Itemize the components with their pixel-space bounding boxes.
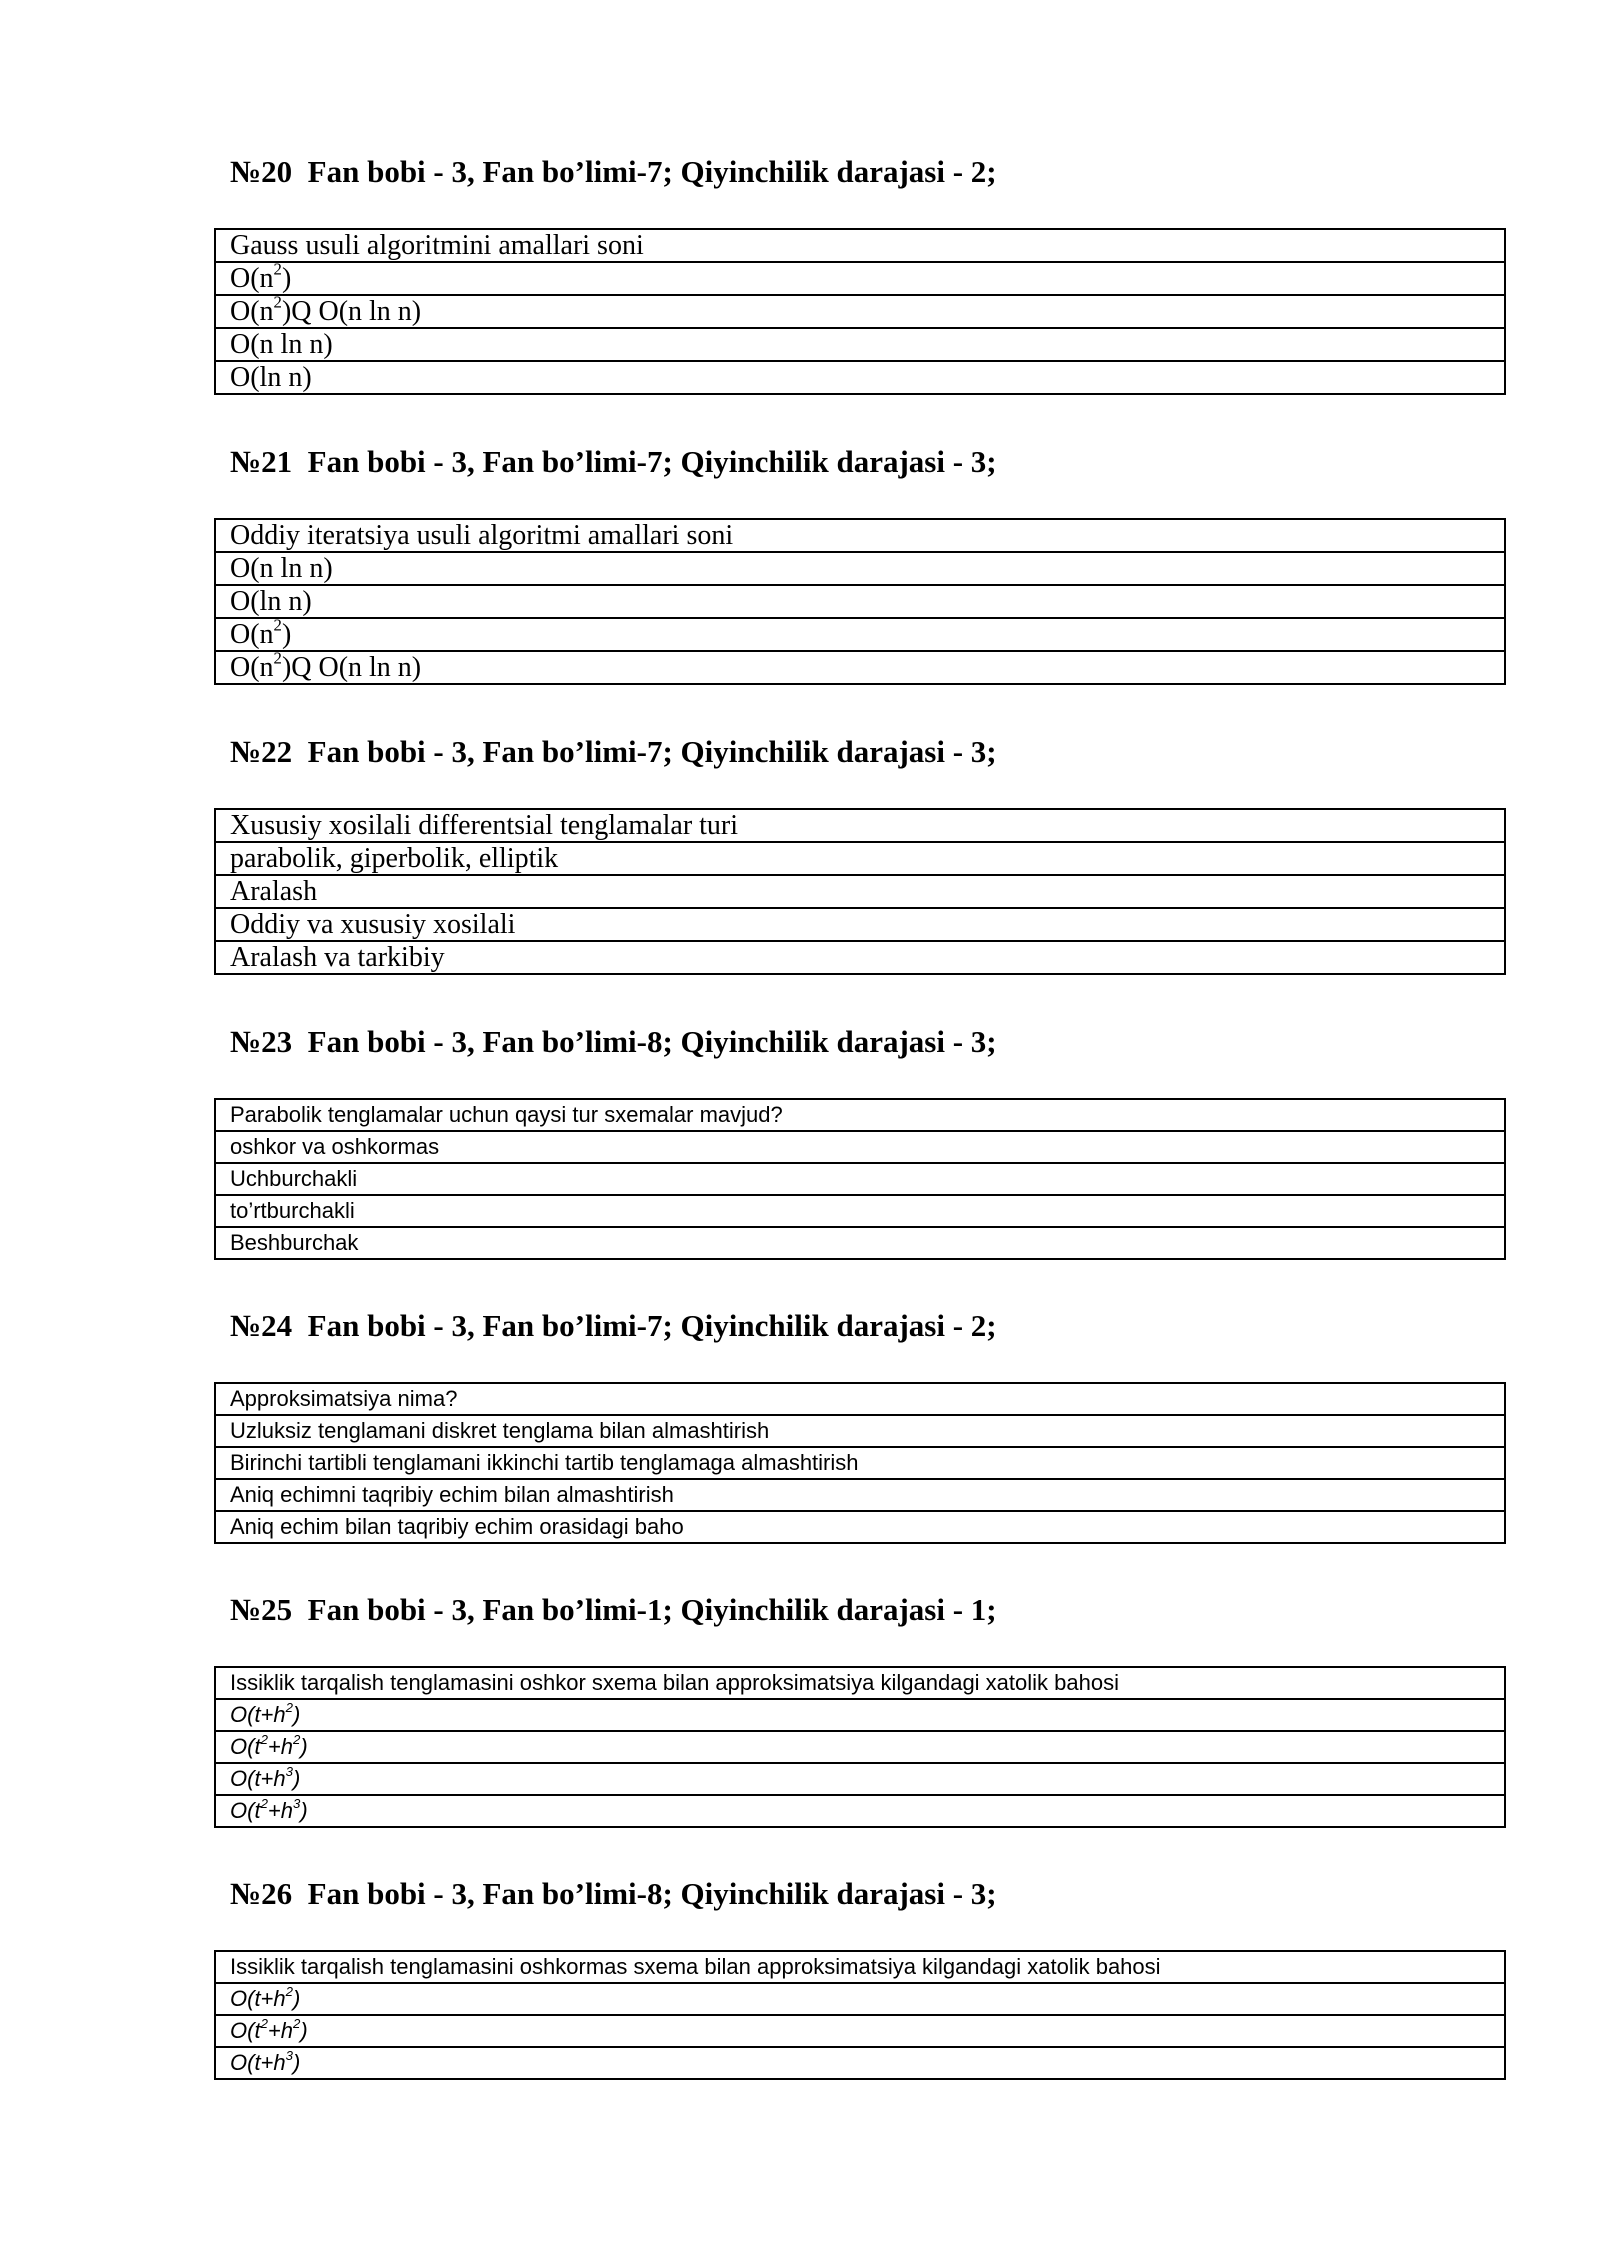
answer-option-row bbox=[215, 1699, 1505, 1731]
answer-option-text: Uzluksiz tenglamani diskret tenglama bilan almashtirish bbox=[215, 1415, 1505, 1447]
answer-option-row bbox=[215, 1763, 1505, 1795]
question-heading: №21 Fan bobi - 3, Fan bo’limi-7; Qiyinchilik darajasi - 3; bbox=[230, 444, 997, 479]
question-table bbox=[214, 228, 1506, 395]
question-text: Xususiy xosilali differentsial tenglamalar turi bbox=[215, 809, 1505, 842]
answer-option-row bbox=[215, 361, 1505, 394]
answer-option-text: $O(t+h^3)$ bbox=[215, 1763, 1505, 1795]
question-block bbox=[214, 1590, 1506, 1823]
question-block bbox=[214, 152, 1506, 393]
answer-option-row bbox=[215, 1131, 1505, 1163]
question-text: Approksimatsiya nima? bbox=[215, 1383, 1505, 1415]
question-block bbox=[214, 1022, 1506, 1255]
answer-option-text: $O(t^2+h^3)$ bbox=[215, 1795, 1505, 1827]
answer-option-row bbox=[215, 1511, 1505, 1543]
question-table bbox=[214, 1098, 1506, 1260]
answer-option-text: Aniq echim bilan taqribiy echim orasidagi baho bbox=[215, 1511, 1505, 1543]
question-text: Parabolik tenglamalar uchun qaysi tur sxemalar mavjud? bbox=[215, 1099, 1505, 1131]
answer-option-text: $O(t+h^2)$ bbox=[215, 1983, 1505, 2015]
answer-option-row bbox=[215, 328, 1505, 361]
question-row bbox=[215, 229, 1505, 262]
answer-option-text: $O(t+h^3)$ bbox=[215, 2047, 1505, 2079]
answer-option-text: $O(n^2)$ bbox=[215, 618, 1505, 651]
question-heading: №26 Fan bobi - 3, Fan bo’limi-8; Qiyinchilik darajasi - 3; bbox=[230, 1876, 997, 1911]
answer-option-text: Uchburchakli bbox=[215, 1163, 1505, 1195]
answer-option-text: $O(t^2+h^2)$ bbox=[215, 2015, 1505, 2047]
answer-option-row bbox=[215, 651, 1505, 684]
answer-option-text: O(ln n) bbox=[215, 361, 1505, 394]
question-row bbox=[215, 1667, 1505, 1699]
answer-option-row bbox=[215, 618, 1505, 651]
question-heading: №23 Fan bobi - 3, Fan bo’limi-8; Qiyinchilik darajasi - 3; bbox=[230, 1024, 997, 1059]
question-row bbox=[215, 1383, 1505, 1415]
answer-option-row bbox=[215, 1731, 1505, 1763]
question-block bbox=[214, 442, 1506, 683]
answer-option-row bbox=[215, 2015, 1505, 2047]
answer-option-text: $O(n^2)Q$ O(n ln n) bbox=[215, 651, 1505, 684]
answer-option-text: Aralash bbox=[215, 875, 1505, 908]
answer-option-row bbox=[215, 1163, 1505, 1195]
answer-option-text: Aniq echimni taqribiy echim bilan almashtirish bbox=[215, 1479, 1505, 1511]
question-row bbox=[215, 1099, 1505, 1131]
question-heading: №20 Fan bobi - 3, Fan bo’limi-7; Qiyinchilik darajasi - 2; bbox=[230, 154, 997, 189]
answer-option-text: $O(n^2)$ bbox=[215, 262, 1505, 295]
answer-option-text: Oddiy va xususiy xosilali bbox=[215, 908, 1505, 941]
answer-option-row bbox=[215, 295, 1505, 328]
answer-option-row bbox=[215, 1795, 1505, 1827]
answer-option-text: Beshburchak bbox=[215, 1227, 1505, 1259]
answer-option-text: to’rtburchakli bbox=[215, 1195, 1505, 1227]
question-heading: №25 Fan bobi - 3, Fan bo’limi-1; Qiyinchilik darajasi - 1; bbox=[230, 1592, 997, 1627]
question-table bbox=[214, 1950, 1506, 2080]
answer-option-row bbox=[215, 1195, 1505, 1227]
question-row bbox=[215, 1951, 1505, 1983]
answer-option-text: $O(t^2+h^2)$ bbox=[215, 1731, 1505, 1763]
answer-option-row bbox=[215, 875, 1505, 908]
answer-option-text: parabolik, giperbolik, elliptik bbox=[215, 842, 1505, 875]
question-heading: №24 Fan bobi - 3, Fan bo’limi-7; Qiyinchilik darajasi - 2; bbox=[230, 1308, 997, 1343]
answer-option-row bbox=[215, 262, 1505, 295]
question-table bbox=[214, 808, 1506, 975]
answer-option-text: $O(t+h^2)$ bbox=[215, 1699, 1505, 1731]
question-text: Issiklik tarqalish tenglamasini oshkormas sxema bilan approksimatsiya kilgandagi xatolik bahosi bbox=[215, 1951, 1505, 1983]
answer-option-row bbox=[215, 1415, 1505, 1447]
question-table bbox=[214, 1382, 1506, 1544]
question-block bbox=[214, 1306, 1506, 1539]
question-table bbox=[214, 518, 1506, 685]
answer-option-row bbox=[215, 1447, 1505, 1479]
question-text: Oddiy iteratsiya usuli algoritmi amallari soni bbox=[215, 519, 1505, 552]
question-block bbox=[214, 1874, 1506, 2075]
answer-option-text: Aralash va tarkibiy bbox=[215, 941, 1505, 974]
answer-option-row bbox=[215, 908, 1505, 941]
answer-option-text: O(n ln n) bbox=[215, 328, 1505, 361]
answer-option-text: O(ln n) bbox=[215, 585, 1505, 618]
question-block bbox=[214, 732, 1506, 973]
answer-option-row bbox=[215, 941, 1505, 974]
question-table bbox=[214, 1666, 1506, 1828]
answer-option-row bbox=[215, 2047, 1505, 2079]
question-text: Issiklik tarqalish tenglamasini oshkor sxema bilan approksimatsiya kilgandagi xatolik bahosi bbox=[215, 1667, 1505, 1699]
answer-option-row bbox=[215, 842, 1505, 875]
answer-option-row bbox=[215, 552, 1505, 585]
answer-option-row bbox=[215, 1227, 1505, 1259]
answer-option-text: $O(n^2)Q$ O(n ln n) bbox=[215, 295, 1505, 328]
answer-option-row bbox=[215, 1479, 1505, 1511]
question-row bbox=[215, 809, 1505, 842]
question-heading: №22 Fan bobi - 3, Fan bo’limi-7; Qiyinchilik darajasi - 3; bbox=[230, 734, 997, 769]
answer-option-text: oshkor va oshkormas bbox=[215, 1131, 1505, 1163]
question-text: Gauss usuli algoritmini amallari soni bbox=[215, 229, 1505, 262]
question-row bbox=[215, 519, 1505, 552]
answer-option-row bbox=[215, 1983, 1505, 2015]
answer-option-text: Birinchi tartibli tenglamani ikkinchi tartib tenglamaga almashtirish bbox=[215, 1447, 1505, 1479]
answer-option-row bbox=[215, 585, 1505, 618]
answer-option-text: O(n ln n) bbox=[215, 552, 1505, 585]
